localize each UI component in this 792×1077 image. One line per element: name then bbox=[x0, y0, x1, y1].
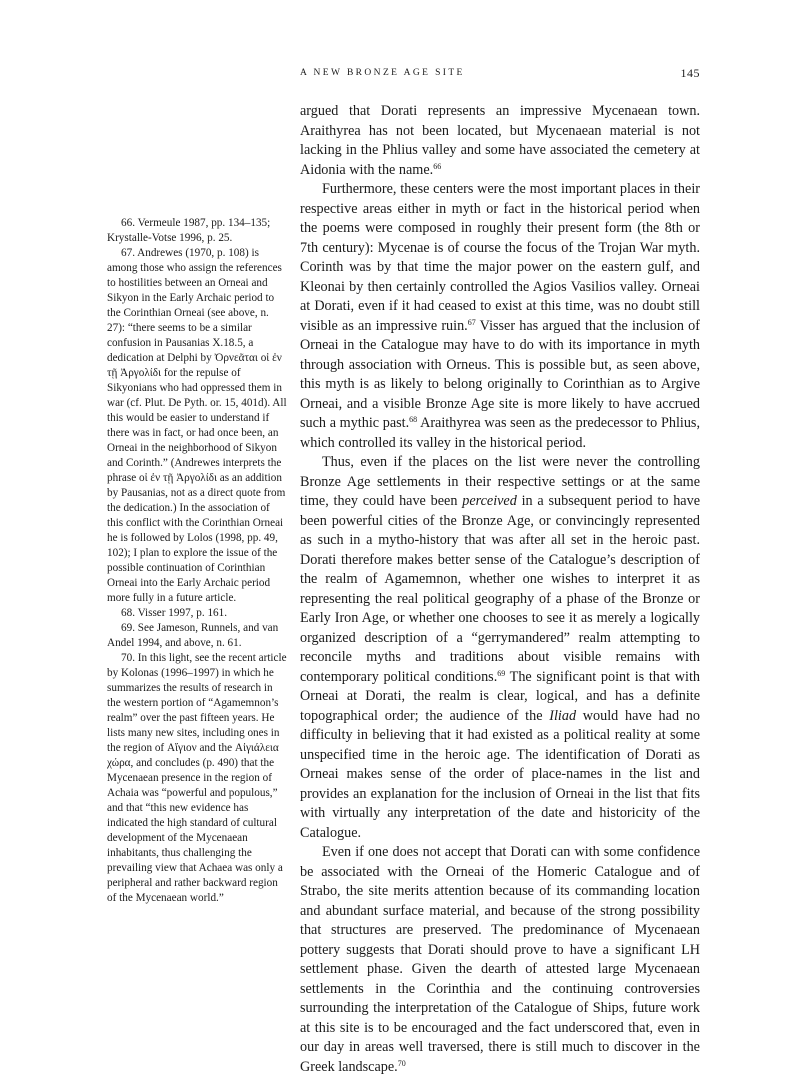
footnote-ref-66[interactable]: 66 bbox=[433, 161, 442, 171]
footnote-68: 68. Visser 1997, p. 161. bbox=[121, 607, 228, 619]
paragraph-text: The significant point is that with Orneai at Dorati, the realm is clear, logical, and has a definite topographical order; the audience of the bbox=[300, 668, 700, 724]
footnote-ref-67[interactable]: 67 bbox=[467, 317, 476, 327]
paragraph-text: would have had no difficulty in believing that it had existed as a political reality at some unspecified time in the heroic age. The identification of Dorati as Orneai makes sense of the order of place-names in the list and provides an explanation for the inclusion of Orneai in the list that fits with virtually any interpretation of the date and historicity of the Catalogue. bbox=[300, 707, 700, 841]
body-paragraph-3 bbox=[300, 453, 700, 843]
running-title: A NEW BRONZE AGE SITE bbox=[300, 68, 465, 78]
footnote-67: 67. Andrewes (1970, p. 108) is among those who assign the references to hostilities between an Orneai and Sikyon in the Early Archaic period to the Corinthian Orneai (see above, n. 27): “there seems to be a similar confusion in Pausanias X.18.5, a dedication at Delphi by Ὀρνεᾶται οἱ ἐν τῇ Ἀργολίδι for the repulse of Sikyonians who had oppressed them in war (cf. Plut. De Pyth. or. 15, 401d). All this would be easier to understand if there was in fact, or had once been, an Orneai in the neighborhood of Sikyon and Corinth.” (Andrewes interprets the phrase οἱ ἐν τῇ Ἀργολίδι as an addition by Pausanias, not as a direct quote from the dedication.) In the association of this conflict with the Corinthian Orneai he is followed by Lolos (1998, pp. 49, 102); I plan to explore the issue of the possible continuation of Corinthian Orneai into the Early Archaic period more fully in a future article. bbox=[107, 247, 287, 604]
footnote-69: 69. See Jameson, Runnels, and van Andel 1994, and above, n. 61. bbox=[107, 622, 279, 649]
main-text-column bbox=[300, 102, 700, 1077]
paragraph-text: Furthermore, these centers were the most important places in their respective areas either in myth or fact in the historical period when the poems were composed in roughly their present form (the 8th or 7th century): Mycenae is of course the focus of the Trojan War myth. Corinth was by that time the major power on the eastern gulf, and Kleonai by then certainly controlled the Agios Vasilios valley. Orneai at Dorati, even if it had ceased to exist at this time, was no doubt still visible as an impressive ruin. bbox=[300, 181, 700, 334]
footnote-70: 70. In this light, see the recent article by Kolonas (1996–1997) in which he summarizes the results of research in the western portion of “Agamemnon’s realm” over the past fifteen years. He lists many new sites, including ones in the region of Αἴγιον and the Αἰγιάλεια χώρα, and concludes (p. 490) that the Mycenaean presence in the region of Achaia was “powerful and populous,” and that “this new evidence has indicated the high standard of cultural development of the Mycenaean inhabitants, thus challenging the prevailing view that Achaea was only a peripheral and rather backward region of the Mycenaean world.” bbox=[107, 652, 287, 904]
footnote-ref-70[interactable]: 70 bbox=[397, 1058, 406, 1068]
footnote-ref-69[interactable]: 69 bbox=[497, 668, 506, 678]
body-paragraph-1 bbox=[300, 102, 700, 180]
emphasis-perceived: perceived bbox=[462, 493, 517, 509]
emphasis-iliad: Iliad bbox=[549, 707, 577, 724]
paragraph-text: Visser has argued that the inclusion of Orneai in the Catalogue may have to do with its importance in myth through association with Orneus. This is possible but, as seen above, this myth is as likely to belong originally to Corinthian as to Argive Orneai, and a visible Bronze Age site is more likely to have accrued such a mythic past. bbox=[300, 317, 700, 431]
paragraph-text: argued that Dorati represents an impressive Mycenaean town. Araithyrea has not been located, but Mycenaean material is not lacking in the Phlius valley and some have associated the cemetery at Aidonia with the name. bbox=[300, 103, 700, 178]
body-paragraph-4 bbox=[300, 843, 700, 1077]
paragraph-text: in a subsequent period to have been powerful cities of the Bronze Age, or convincingly represented as such in a mytho-history that was after all set in the heroic past. Dorati therefore makes better sense of the Catalogue’s description of the realm of Agamemnon, whether one wishes to interpret it as representing the real political geography of a phase of the Bronze or Early Iron Age, or whether one chooses to see it as merely a logically organized description of a “gerrymandered” realm attempting to reconcile myths and traditions about visible remains with contemporary political conditions. bbox=[300, 493, 700, 685]
paragraph-text: Even if one does not accept that Dorati can with some confidence be associated with the Orneai of the Homeric Catalogue and of Strabo, the site merits attention because of its commanding location and abundant surface material, and because of the strong possibility that structures are preserved. The predominance of Mycenaean pottery suggests that Dorati should prove to have a significant LH settlement phase. Given the dearth of attested large Mycenaean settlements in the Corinthia and the continuing controversies surrounding the interpretation of the Catalogue of Ships, future work at this site is to be encouraged and the fact underscored that, even in our day in areas well traversed, there is still much to discover in the Greek landscape. bbox=[300, 844, 700, 1075]
footnotes-column bbox=[107, 216, 287, 906]
footnote-ref-68[interactable]: 68 bbox=[409, 415, 418, 424]
running-header bbox=[300, 66, 700, 80]
paragraph-text: Araithyrea was seen as the predecessor to Phlius, which controlled its valley in the historical period. bbox=[300, 415, 700, 451]
paragraph-text: Thus, even if the places on the list were never the controlling Bronze Age settlements in their respective settings or at the same time, they could have been bbox=[300, 454, 700, 509]
footnote-66: 66. Vermeule 1987, pp. 134–135; Krystalle-Votse 1996, p. 25. bbox=[107, 217, 271, 244]
page-number: 145 bbox=[680, 66, 700, 80]
body-paragraph-2 bbox=[300, 180, 700, 453]
